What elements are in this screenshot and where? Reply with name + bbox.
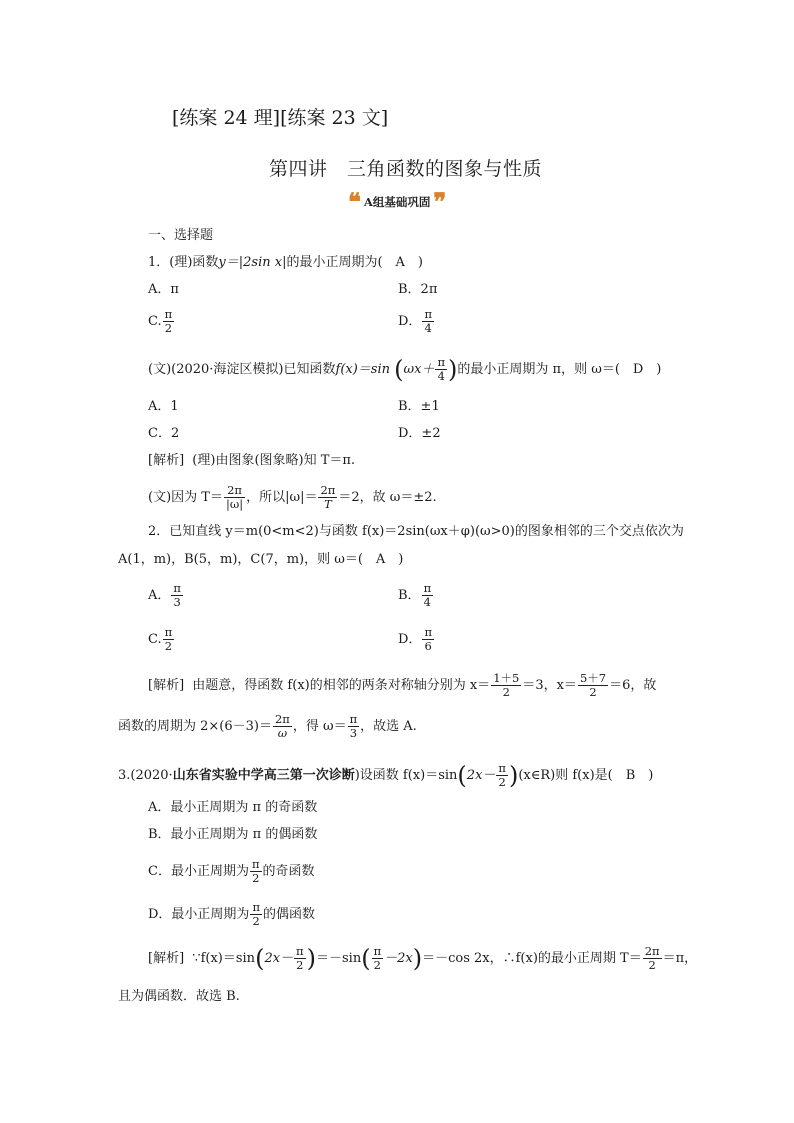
analysis-label: [解析] bbox=[148, 951, 185, 966]
open-quote-icon: ❝ bbox=[348, 187, 361, 216]
frac-num: π bbox=[164, 625, 173, 639]
q1-wen-b: 的最小正周期为 π，则 ω＝( D ) bbox=[457, 362, 662, 377]
fraction bbox=[422, 308, 434, 335]
q2-option-b bbox=[398, 582, 434, 609]
q3-analysis: [解析] ∵f(x)＝sin(2x－ $\frac{\pi}{2}$ )＝－sin( $\frac{\pi}{2}$ －2x)＝－cos 2x，∴f(x)的最小正周期 T＝ $\frac{2\pi}{2}$ ＝π， bbox=[148, 944, 698, 973]
q3-option-a: A．最小正周期为 π 的奇函数 bbox=[148, 800, 318, 815]
frac-den: T bbox=[324, 497, 332, 511]
frac-num: π bbox=[373, 944, 382, 958]
q2-option-c bbox=[148, 626, 175, 653]
q2-option-c-label: C. bbox=[148, 632, 162, 647]
fraction bbox=[643, 945, 662, 972]
q3-option-d-a: D．最小正周期为 bbox=[148, 907, 250, 922]
fraction bbox=[435, 356, 447, 383]
frac-den: |ω| bbox=[225, 497, 244, 511]
frac-num: 2π bbox=[320, 483, 336, 497]
q3-analysis-c: ＝－cos 2x，∴f(x)的最小正周期 T＝ bbox=[422, 951, 642, 966]
frac-num: 2π bbox=[644, 944, 660, 958]
frac-den: 2 bbox=[164, 639, 173, 653]
fraction bbox=[273, 713, 292, 740]
q1-stem-a: 1．(理)函数 bbox=[148, 255, 219, 270]
analysis-label: [解析] bbox=[148, 678, 185, 693]
q1-wen-option-c: C．2 bbox=[148, 426, 180, 441]
q3-analysis-b: ＝－sin bbox=[315, 951, 362, 966]
close-quote-icon: ❞ bbox=[433, 187, 447, 216]
q1-stem-fn: y＝|2sin x| bbox=[218, 255, 287, 270]
q1-analysis-wen-b: ，所以|ω|＝ bbox=[246, 490, 318, 505]
frac-den: 2 bbox=[502, 685, 510, 699]
q3-option-c-b: 的奇函数 bbox=[262, 864, 315, 879]
frac-den: 2 bbox=[252, 871, 260, 885]
q2-analysis-c: ＝6，故 bbox=[609, 678, 657, 693]
frac-num: π bbox=[424, 625, 432, 639]
fraction bbox=[250, 901, 262, 928]
q2-analysis2-b: ，得 ω＝ bbox=[292, 719, 347, 734]
q3-analysis-inner1: 2x－ bbox=[264, 951, 294, 966]
q1-stem-b: 的最小正周期为( A ) bbox=[286, 255, 424, 270]
fraction bbox=[224, 484, 245, 511]
q1-wen-option-b: B．±1 bbox=[398, 399, 440, 414]
q2-stem-line2: A(1，m)，B(5，m)，C(7，m)，则 ω＝( A ) bbox=[118, 552, 404, 567]
frac-num: π bbox=[423, 581, 432, 595]
fraction bbox=[578, 672, 608, 699]
q3-stem-c: (x∈R)则 f(x)是( B ) bbox=[518, 768, 654, 783]
section-label: 一、选择题 bbox=[148, 228, 214, 243]
fraction bbox=[491, 672, 521, 699]
q1-option-c-label: C. bbox=[148, 314, 162, 329]
q2-analysis-b: ＝3，x＝ bbox=[522, 678, 577, 693]
q1-option-c bbox=[148, 308, 175, 335]
q2-option-a bbox=[148, 582, 184, 609]
q1-wen-option-d: D．±2 bbox=[398, 426, 441, 441]
frac-num: π bbox=[164, 307, 173, 321]
q3-option-d bbox=[148, 901, 315, 928]
fraction bbox=[250, 858, 262, 885]
fraction bbox=[163, 626, 175, 653]
analysis-label: [解析] bbox=[148, 453, 185, 468]
frac-den: 2 bbox=[373, 958, 381, 972]
q3-stem-b: )设函数 f(x)＝sin bbox=[354, 768, 458, 783]
q1-analysis-text: (理)由图象(图象略)知 T＝π. bbox=[192, 453, 356, 468]
q3-option-d-b: 的偶函数 bbox=[263, 907, 316, 922]
q3-stem-school: 山东省实验中学高三第一次诊断 bbox=[172, 768, 355, 783]
q1-analysis-wen bbox=[148, 484, 437, 511]
q3-analysis-d: ＝π， bbox=[662, 951, 698, 966]
frac-den: 2 bbox=[648, 958, 656, 972]
fraction bbox=[348, 713, 360, 740]
q2-option-b-label: B． bbox=[398, 588, 421, 603]
fraction bbox=[171, 582, 183, 609]
q1-wen-fn: f(x)＝sin bbox=[335, 362, 391, 377]
q1-option-d-label: D． bbox=[398, 314, 422, 329]
q2-option-d-label: D． bbox=[398, 632, 422, 647]
fraction bbox=[372, 945, 384, 972]
frac-num: 5＋7 bbox=[579, 671, 607, 685]
q3-option-b: B．最小正周期为 π 的偶函数 bbox=[148, 827, 318, 842]
q2-stem-line1: 2．已知直线 y＝m(0<m<2)与函数 f(x)＝2sin(ωx＋φ)(ω>0)的图象相邻的三个交点依次为 bbox=[148, 524, 684, 539]
frac-den: 2 bbox=[252, 914, 260, 928]
frac-num: π bbox=[251, 857, 260, 871]
frac-num: π bbox=[296, 944, 304, 958]
q3-analysis-inner2: －2x bbox=[384, 951, 413, 966]
frac-num: 1＋5 bbox=[493, 671, 520, 685]
q2-analysis-a: 由题意，得函数 f(x)的相邻的两条对称轴分别为 x＝ bbox=[192, 678, 491, 693]
frac-den: 4 bbox=[437, 369, 445, 383]
frac-num: π bbox=[349, 712, 358, 726]
q3-analysis-a: ∵f(x)＝sin bbox=[192, 951, 256, 966]
q2-option-a-label: A． bbox=[148, 588, 171, 603]
frac-den: 2 bbox=[498, 775, 506, 789]
fraction bbox=[294, 945, 306, 972]
q1-wen-stem: (文)(2020·海淀区模拟)已知函数f(x)＝sin (ωx＋ $\frac{\pi}{4}$ )的最小正周期为 π，则 ω＝( D ) bbox=[148, 355, 662, 384]
frac-den: 3 bbox=[173, 595, 181, 609]
frac-num: π bbox=[498, 761, 506, 775]
frac-den: 6 bbox=[424, 639, 432, 653]
frac-den: 2 bbox=[296, 958, 304, 972]
fraction bbox=[422, 582, 434, 609]
frac-den: 2 bbox=[164, 321, 173, 335]
q1-wen-omega: ωx＋ bbox=[403, 362, 435, 377]
q3-option-c bbox=[148, 858, 315, 885]
frac-num: π bbox=[424, 307, 432, 321]
q3-stem-a: 3.(2020· bbox=[118, 768, 173, 783]
frac-den: 4 bbox=[424, 321, 432, 335]
frac-den: 2 bbox=[589, 685, 597, 699]
frac-num: π bbox=[252, 900, 260, 914]
frac-den: ω bbox=[277, 726, 288, 740]
group-badge bbox=[348, 187, 447, 216]
lecture-title: 第四讲 三角函数的图象与性质 bbox=[269, 158, 543, 180]
q3-stem: 3.(2020·山东省实验中学高三第一次诊断)设函数 f(x)＝sin(2x－ $\frac{\pi}{2}$ )(x∈R)则 f(x)是( B ) bbox=[118, 761, 654, 790]
q1-wen-a: (文)(2020·海淀区模拟)已知函数 bbox=[148, 362, 336, 377]
q1-analysis-wen-a: (文)因为 T＝ bbox=[148, 490, 223, 505]
q2-analysis2-a: 函数的周期为 2×(6－3)＝ bbox=[118, 719, 272, 734]
q1-analysis bbox=[148, 452, 355, 470]
q1-analysis-wen-c: ＝2，故 ω＝±2. bbox=[338, 490, 437, 505]
fraction bbox=[163, 308, 175, 335]
q3-analysis-line2: 且为偶函数．故选 B. bbox=[118, 989, 240, 1004]
q1-stem bbox=[148, 254, 423, 272]
practice-header: [练案 24 理][练案 23 文] bbox=[172, 107, 389, 129]
fraction bbox=[496, 762, 508, 789]
frac-num: π bbox=[437, 355, 446, 369]
frac-num: 2π bbox=[224, 484, 245, 498]
frac-num: π bbox=[173, 581, 181, 595]
frac-den: 3 bbox=[349, 726, 358, 740]
fraction bbox=[318, 484, 337, 511]
q3-stem-inner: 2x－ bbox=[466, 768, 496, 783]
q2-analysis bbox=[148, 672, 656, 699]
q1-wen-option-a: A．1 bbox=[148, 399, 179, 414]
frac-num: 2π bbox=[274, 712, 290, 726]
group-badge-label: A组基础巩固 bbox=[363, 195, 431, 209]
q3-option-c-a: C．最小正周期为 bbox=[148, 864, 249, 879]
q2-option-d bbox=[398, 626, 435, 653]
q1-option-b: B．2π bbox=[398, 282, 438, 297]
q2-analysis2-c: ，故选 A. bbox=[360, 719, 417, 734]
q1-option-a: A．π bbox=[148, 282, 179, 297]
fraction bbox=[422, 626, 434, 653]
q2-analysis-line2 bbox=[118, 713, 417, 740]
q1-option-d bbox=[398, 308, 435, 335]
frac-den: 4 bbox=[423, 595, 431, 609]
